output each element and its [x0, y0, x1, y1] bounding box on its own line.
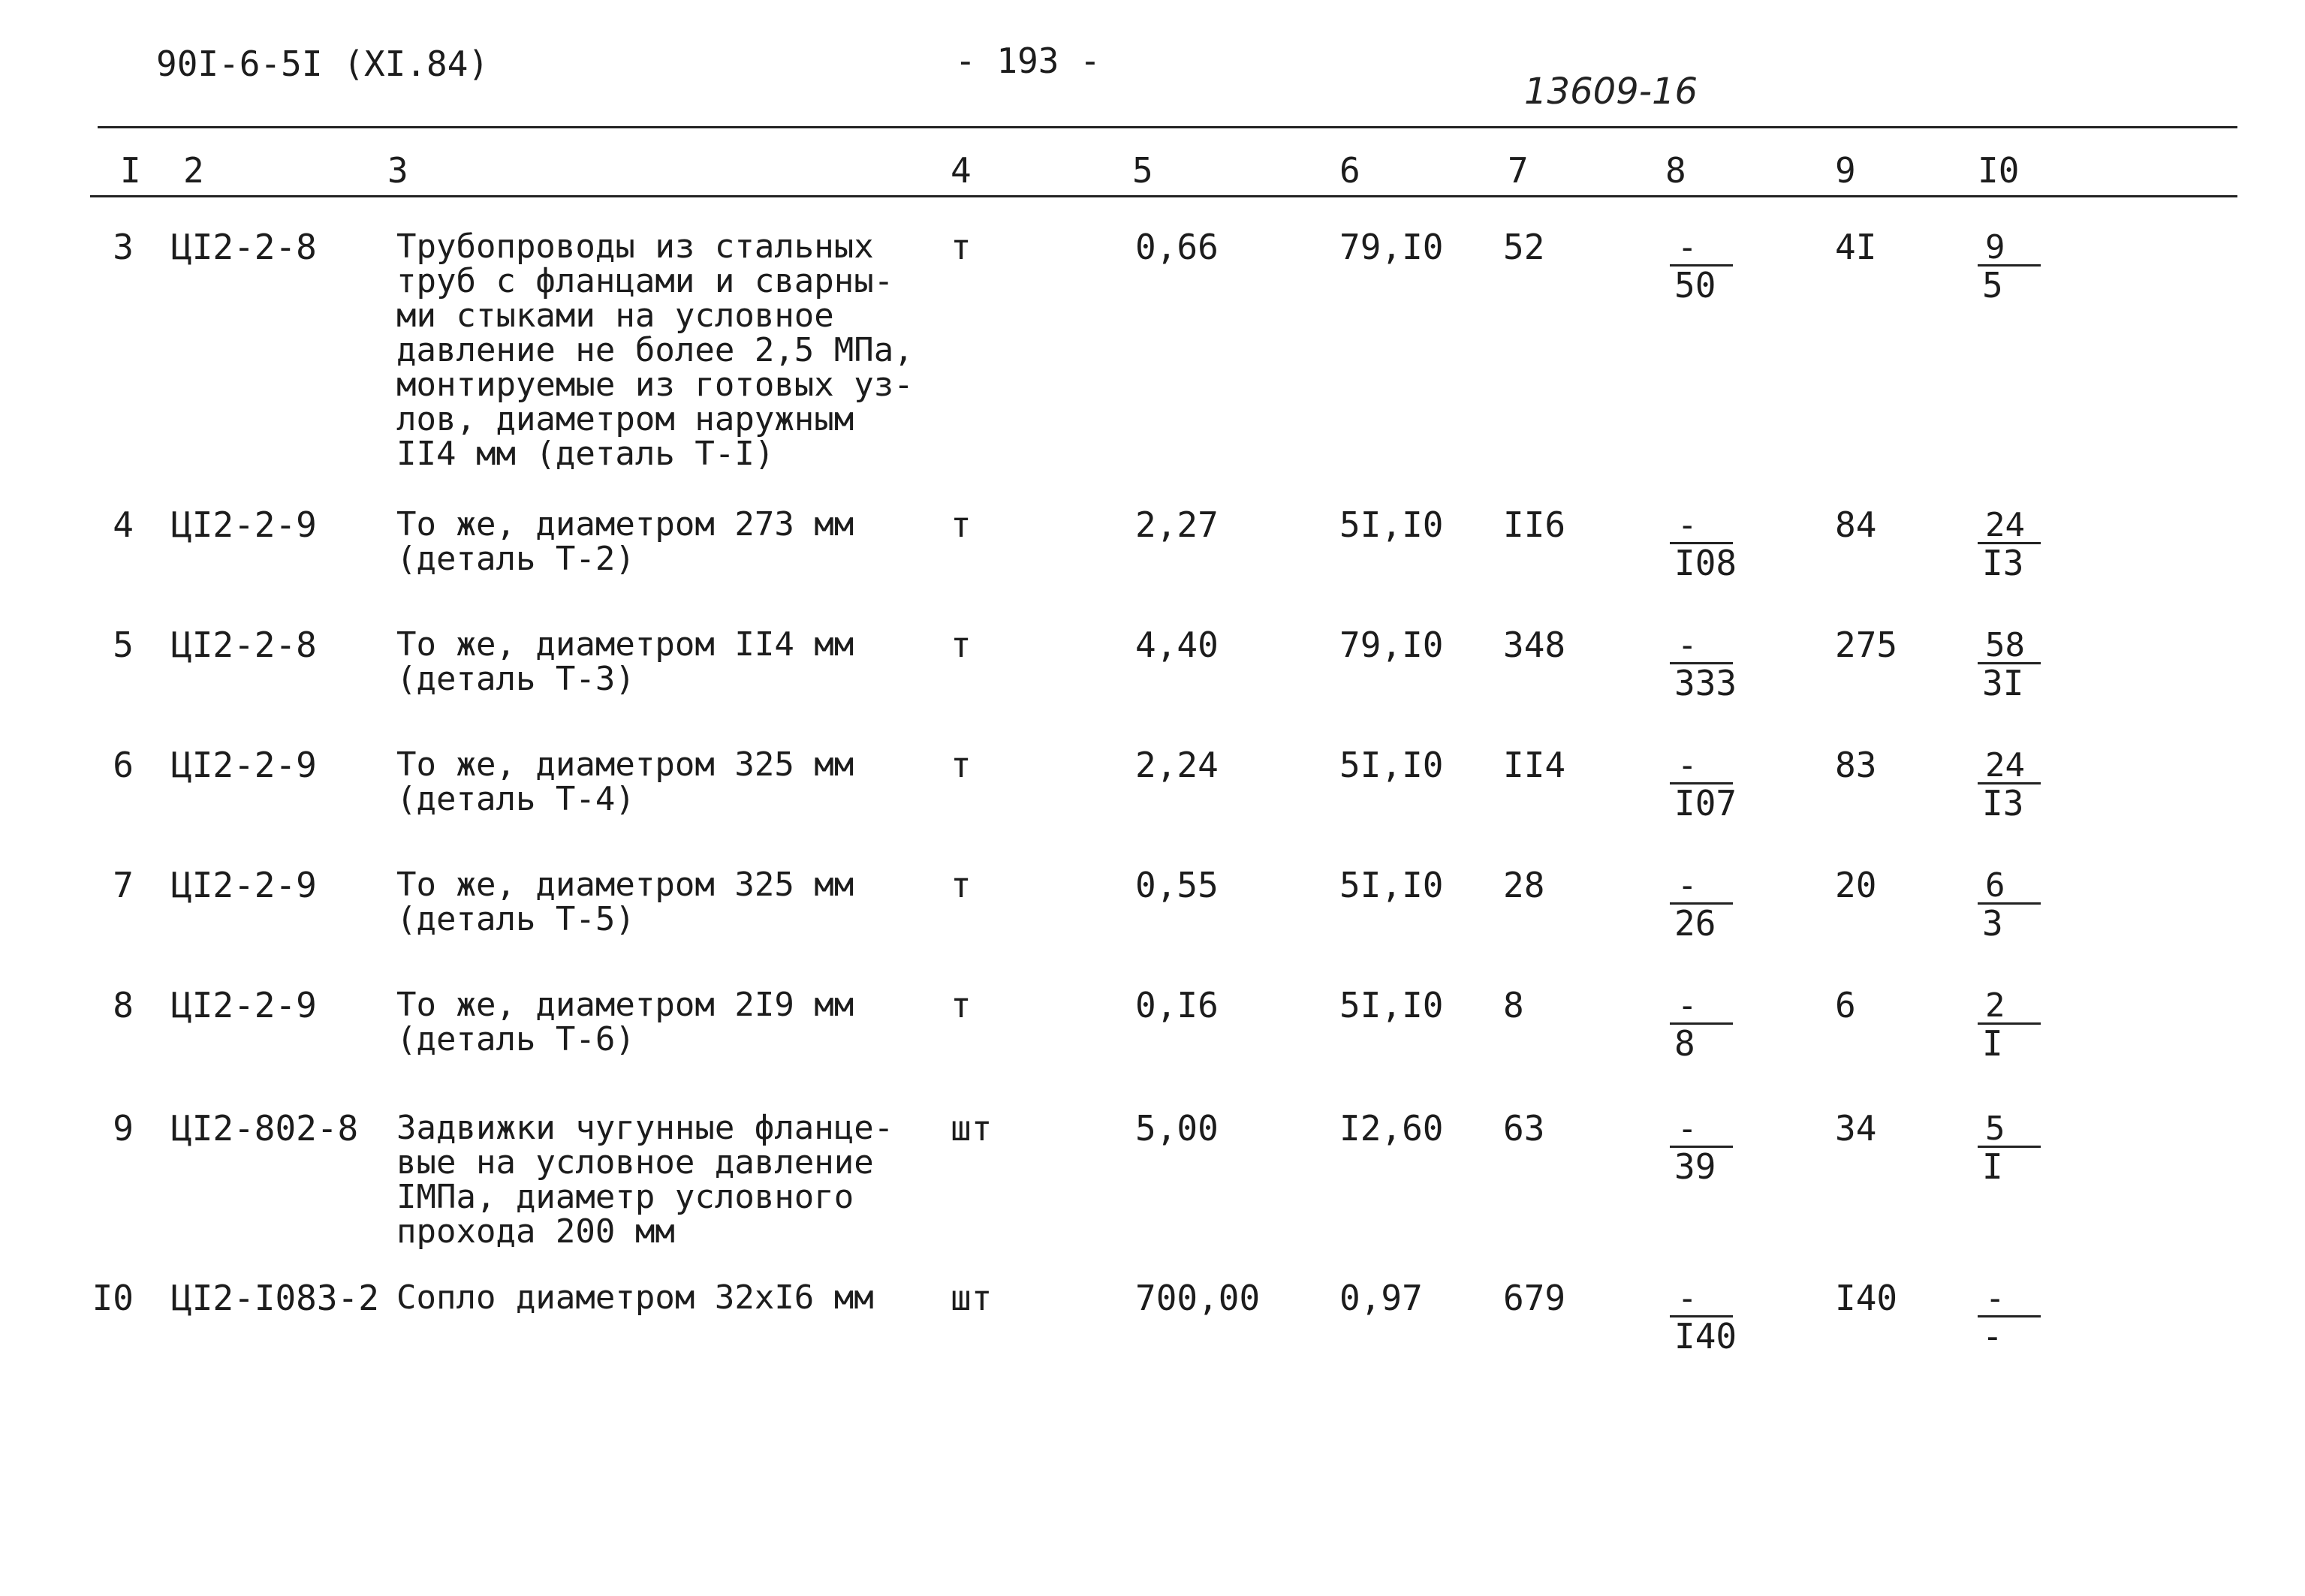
column-9-value: I40: [1835, 1278, 1898, 1318]
description-line: (деталь Т-5): [396, 900, 635, 938]
unit-price: 79,I0: [1339, 227, 1444, 267]
column-7-value: II6: [1503, 504, 1566, 545]
quantity: 0,66: [1135, 227, 1219, 267]
column-9-value: 20: [1835, 865, 1877, 905]
column-number: I0: [1978, 150, 2020, 191]
column-8-fraction: [1670, 866, 1733, 944]
quantity: 0,I6: [1135, 985, 1219, 1025]
column-10-fraction: [1978, 1279, 2041, 1357]
column-9-value: 83: [1835, 745, 1877, 785]
unit: шт: [951, 1278, 993, 1318]
column-10-fraction-top: 2: [1985, 986, 2005, 1025]
column-10-fraction-top: 24: [1985, 506, 2025, 544]
quantity: 4,40: [1135, 625, 1219, 665]
quantity: 700,00: [1135, 1278, 1261, 1318]
column-number: I: [120, 150, 141, 191]
unit-price: 0,97: [1339, 1278, 1423, 1318]
column-10-fraction-top: 58: [1985, 626, 2025, 664]
column-8-fraction: [1670, 1110, 1733, 1187]
column-10-fraction-bottom: 3I: [1982, 663, 2024, 703]
work-description: [396, 1278, 874, 1317]
rate-code: ЦI2-I083-2: [171, 1278, 379, 1318]
description-line: IМПа, диаметр условного: [396, 1178, 854, 1216]
column-10-fraction-bottom: -: [1982, 1316, 2003, 1357]
description-line: (деталь Т-2): [396, 540, 635, 578]
column-10-fraction-top: 24: [1985, 746, 2025, 784]
row-number: 8: [113, 985, 134, 1025]
unit: т: [951, 985, 972, 1025]
description-line: То же, диаметром 325 мм: [396, 866, 854, 904]
unit: шт: [951, 1108, 993, 1149]
document-code: 90I-6-5I (XI.84): [156, 44, 490, 84]
description-line: ми стыками на условное: [396, 297, 834, 335]
description-line: (деталь Т-3): [396, 660, 635, 698]
description-line: То же, диаметром 2I9 мм: [396, 986, 854, 1024]
column-9-value: 34: [1835, 1108, 1877, 1149]
rate-code: ЦI2-802-8: [171, 1108, 359, 1149]
column-10-fraction-bottom: I3: [1982, 543, 2024, 583]
column-number: 7: [1508, 150, 1529, 191]
column-10-fraction-top: 6: [1985, 866, 2005, 905]
column-number: 9: [1835, 150, 1856, 191]
column-10-fraction: [1978, 1110, 2041, 1187]
column-8-fraction-bottom: I08: [1674, 543, 1737, 583]
column-8-fraction-top: -: [1677, 1279, 1698, 1317]
description-line: То же, диаметром 273 мм: [396, 505, 854, 544]
description-line: давление не более 2,5 МПа,: [396, 331, 914, 369]
unit-price: I2,60: [1339, 1108, 1444, 1149]
column-8-fraction: [1670, 626, 1737, 703]
column-10-fraction-bottom: I3: [1982, 783, 2024, 824]
row-number: I0: [92, 1278, 134, 1318]
column-number: 3: [387, 150, 408, 191]
row-number: 5: [113, 625, 134, 665]
column-8-fraction: [1670, 228, 1733, 306]
row-number: 7: [113, 865, 134, 905]
unit-price: 5I,I0: [1339, 985, 1444, 1025]
description-line: То же, диаметром 325 мм: [396, 745, 854, 784]
description-line: прохода 200 мм: [396, 1212, 675, 1251]
column-7-value: 52: [1503, 227, 1545, 267]
column-8-fraction-top: -: [1677, 626, 1698, 664]
description-line: То же, диаметром II4 мм: [396, 625, 854, 664]
column-10-fraction-bottom: 5: [1982, 265, 2003, 306]
row-number: 4: [113, 504, 134, 545]
unit: т: [951, 865, 972, 905]
rate-code: ЦI2-2-8: [171, 227, 317, 267]
column-7-value: 348: [1503, 625, 1566, 665]
unit-price: 5I,I0: [1339, 745, 1444, 785]
quantity: 5,00: [1135, 1108, 1219, 1149]
row-number: 9: [113, 1108, 134, 1149]
column-8-fraction-bottom: 50: [1674, 265, 1716, 306]
column-10-fraction: [1978, 506, 2041, 583]
quantity: 2,24: [1135, 745, 1219, 785]
column-7-value: II4: [1503, 745, 1566, 785]
column-7-value: 63: [1503, 1108, 1545, 1149]
unit: т: [951, 504, 972, 545]
column-10-fraction: [1978, 986, 2041, 1064]
rate-code: ЦI2-2-9: [171, 865, 317, 905]
column-8-fraction-top: -: [1677, 986, 1698, 1025]
column-7-value: 28: [1503, 865, 1545, 905]
column-8-fraction-top: -: [1677, 228, 1698, 267]
column-10-fraction-bottom: 3: [1982, 903, 2003, 944]
work-description: [396, 507, 854, 577]
column-8-fraction-bottom: 26: [1674, 903, 1716, 944]
column-9-value: 4I: [1835, 227, 1877, 267]
description-line: Сопло диаметром 32хI6 мм: [396, 1278, 874, 1317]
column-10-fraction-bottom: I: [1982, 1146, 2003, 1187]
unit-price: 79,I0: [1339, 625, 1444, 665]
column-7-value: 8: [1503, 985, 1524, 1025]
work-description: [396, 868, 854, 937]
quantity: 2,27: [1135, 504, 1219, 545]
column-number: 5: [1132, 150, 1153, 191]
column-8-fraction: [1670, 986, 1733, 1064]
handwritten-number: 13609-16: [1524, 71, 1698, 113]
column-8-fraction-bottom: 39: [1674, 1146, 1716, 1187]
column-9-value: 6: [1835, 985, 1856, 1025]
column-header-rule: [90, 195, 2237, 197]
column-8-fraction: [1670, 746, 1737, 824]
column-10-fraction: [1978, 746, 2041, 824]
work-description: [396, 745, 854, 818]
description-line: (деталь Т-4): [396, 780, 635, 818]
work-description: [396, 988, 854, 1057]
column-8-fraction-top: -: [1677, 866, 1698, 905]
column-8-fraction-bottom: I07: [1674, 783, 1737, 824]
rate-code: ЦI2-2-8: [171, 625, 317, 665]
description-line: монтируемые из готовых уз-: [396, 366, 914, 404]
unit-price: 5I,I0: [1339, 504, 1444, 545]
description-line: вые на условное давление: [396, 1143, 874, 1182]
column-10-fraction-top: 9: [1985, 228, 2005, 267]
column-10-fraction-top: 5: [1985, 1110, 2005, 1148]
unit: т: [951, 625, 972, 665]
description-line: Трубопроводы из стальных: [396, 227, 874, 266]
column-number: 8: [1665, 150, 1686, 191]
rate-code: ЦI2-2-9: [171, 745, 317, 785]
quantity: 0,55: [1135, 865, 1219, 905]
column-10-fraction: [1978, 866, 2041, 944]
column-10-fraction: [1978, 626, 2041, 703]
column-8-fraction-top: -: [1677, 506, 1698, 544]
column-9-value: 84: [1835, 504, 1877, 545]
work-description: [396, 625, 854, 698]
column-8-fraction-top: -: [1677, 1110, 1698, 1148]
column-9-value: 275: [1835, 625, 1898, 665]
row-number: 6: [113, 745, 134, 785]
row-number: 3: [113, 227, 134, 267]
unit-price: 5I,I0: [1339, 865, 1444, 905]
description-line: Задвижки чугунные фланце-: [396, 1109, 894, 1147]
column-8-fraction: [1670, 1279, 1737, 1357]
rate-code: ЦI2-2-9: [171, 504, 317, 545]
column-7-value: 679: [1503, 1278, 1566, 1318]
page-number: - 193 -: [955, 41, 1101, 81]
column-10-fraction-bottom: I: [1982, 1023, 2003, 1064]
description-line: (деталь Т-6): [396, 1020, 635, 1058]
column-10-fraction-top: -: [1985, 1279, 2005, 1317]
column-number: 2: [183, 150, 204, 191]
column-8-fraction-bottom: I40: [1674, 1316, 1737, 1357]
column-8-fraction: [1670, 506, 1737, 583]
header-rule: [98, 126, 2237, 128]
column-8-fraction-bottom: 333: [1674, 663, 1737, 703]
description-line: II4 мм (деталь Т-I): [396, 435, 775, 473]
column-number: 4: [951, 150, 972, 191]
work-description: [396, 227, 914, 473]
rate-code: ЦI2-2-9: [171, 985, 317, 1025]
column-8-fraction-top: -: [1677, 746, 1698, 784]
description-line: лов, диаметром наружным: [396, 400, 854, 438]
column-number: 6: [1339, 150, 1360, 191]
description-line: труб с фланцами и сварны-: [396, 262, 894, 300]
column-10-fraction: [1978, 228, 2041, 306]
unit: т: [951, 745, 972, 785]
unit: т: [951, 227, 972, 267]
column-8-fraction-bottom: 8: [1674, 1023, 1695, 1064]
work-description: [396, 1111, 893, 1249]
